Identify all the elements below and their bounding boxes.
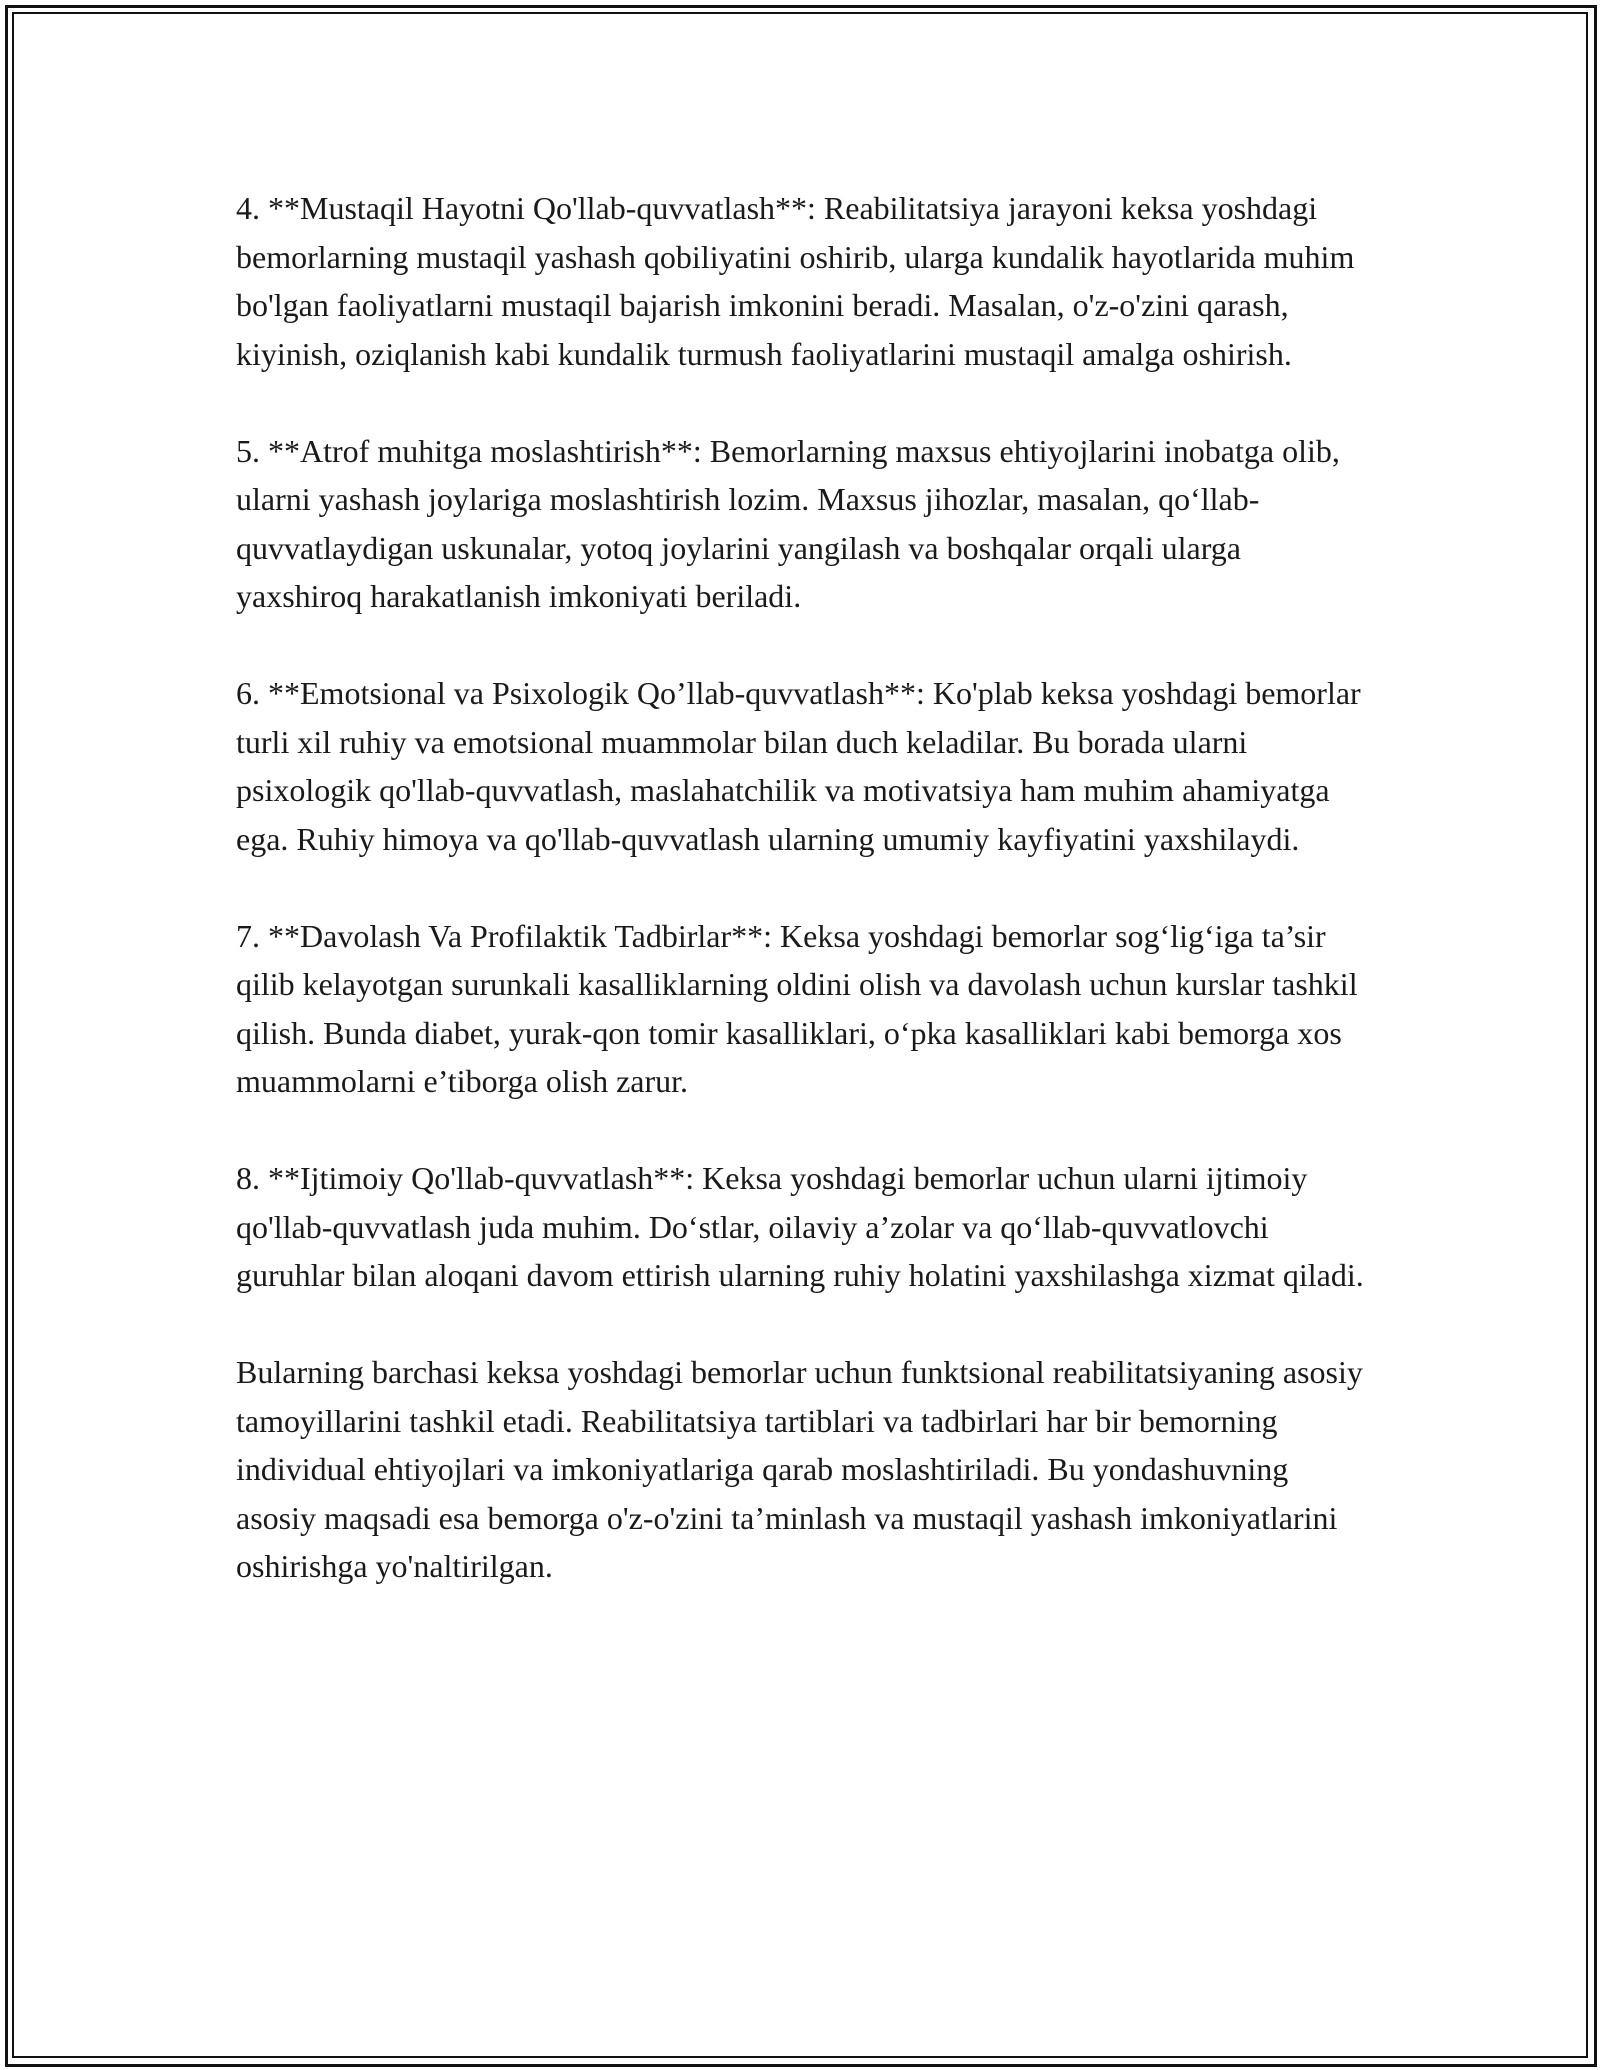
paragraph-item-8: 8. **Ijtimoiy Qo'llab-quvvatlash**: Keksa yoshdagi bemorlar uchun ularni ijtimoiy qo'llab-quvvatlash juda muhim. Do‘stlar, oilaviy a’zolar va qo‘llab-quvvatlovchi guruhlar bilan aloqani davom ettirish ularning ruhiy holatini yaxshilashga xizmat qiladi.: [236, 1160, 1364, 1293]
document-body: [236, 184, 1366, 1591]
paragraph-conclusion: Bularning barchasi keksa yoshdagi bemorlar uchun funktsional reabilitatsiyaning asosiy tamoyillarini tashkil etadi. Reabilitatsiya tartiblari va tadbirlari har bir bemorning individual ehtiyojlari va imkoniyatlariga qarab moslashtiriladi. Bu yondashuvning asosiy maqsadi esa bemorga o'z-o'zini ta’minlash va mustaqil yashash imkoniyatlarini oshirishga yo'naltirilgan.: [236, 1354, 1363, 1584]
paragraph-item-6: 6. **Emotsional va Psixologik Qo’llab-quvvatlash**: Ko'plab keksa yoshdagi bemorlar turli xil ruhiy va emotsional muammolar bilan duch keladilar. Bu borada ularni psixologik qo'llab-quvvatlash, maslahatchilik va motivatsiya ham muhim ahamiyatga ega. Ruhiy himoya va qo'llab-quvvatlash ularning umumiy kayfiyatini yaxshilaydi.: [236, 675, 1361, 857]
paragraph-item-4: 4. **Mustaqil Hayotni Qo'llab-quvvatlash**: Reabilitatsiya jarayoni keksa yoshdagi bemorlarning mustaqil yashash qobiliyatini oshirib, ularga kundalik hayotlarida muhim bo'lgan faoliyatlarni mustaqil bajarish imkonini beradi. Masalan, o'z-o'zini qarash, kiyinish, oziqlanish kabi kundalik turmush faoliyatlarini mustaqil amalga oshirish.: [236, 190, 1355, 372]
paragraph-item-5: 5. **Atrof muhitga moslashtirish**: Bemorlarning maxsus ehtiyojlarini inobatga olib, ularni yashash joylariga moslashtirish lozim. Maxsus jihozlar, masalan, qo‘llab-quvvatlaydigan uskunalar, yotoq joylarini yangilash va boshqalar orqali ularga yaxshiroq harakatlanish imkoniyati beriladi.: [236, 432, 1340, 614]
paragraph-item-7: 7. **Davolash Va Profilaktik Tadbirlar**: Keksa yoshdagi bemorlar sog‘lig‘iga ta’sir qilib kelayotgan surunkali kasalliklarning oldini olish va davolash uchun kurslar tashkil qilish. Bunda diabet, yurak-qon tomir kasalliklari, o‘pka kasalliklari kabi bemorga xos muammolarni e’tiborga olish zarur.: [236, 917, 1358, 1099]
